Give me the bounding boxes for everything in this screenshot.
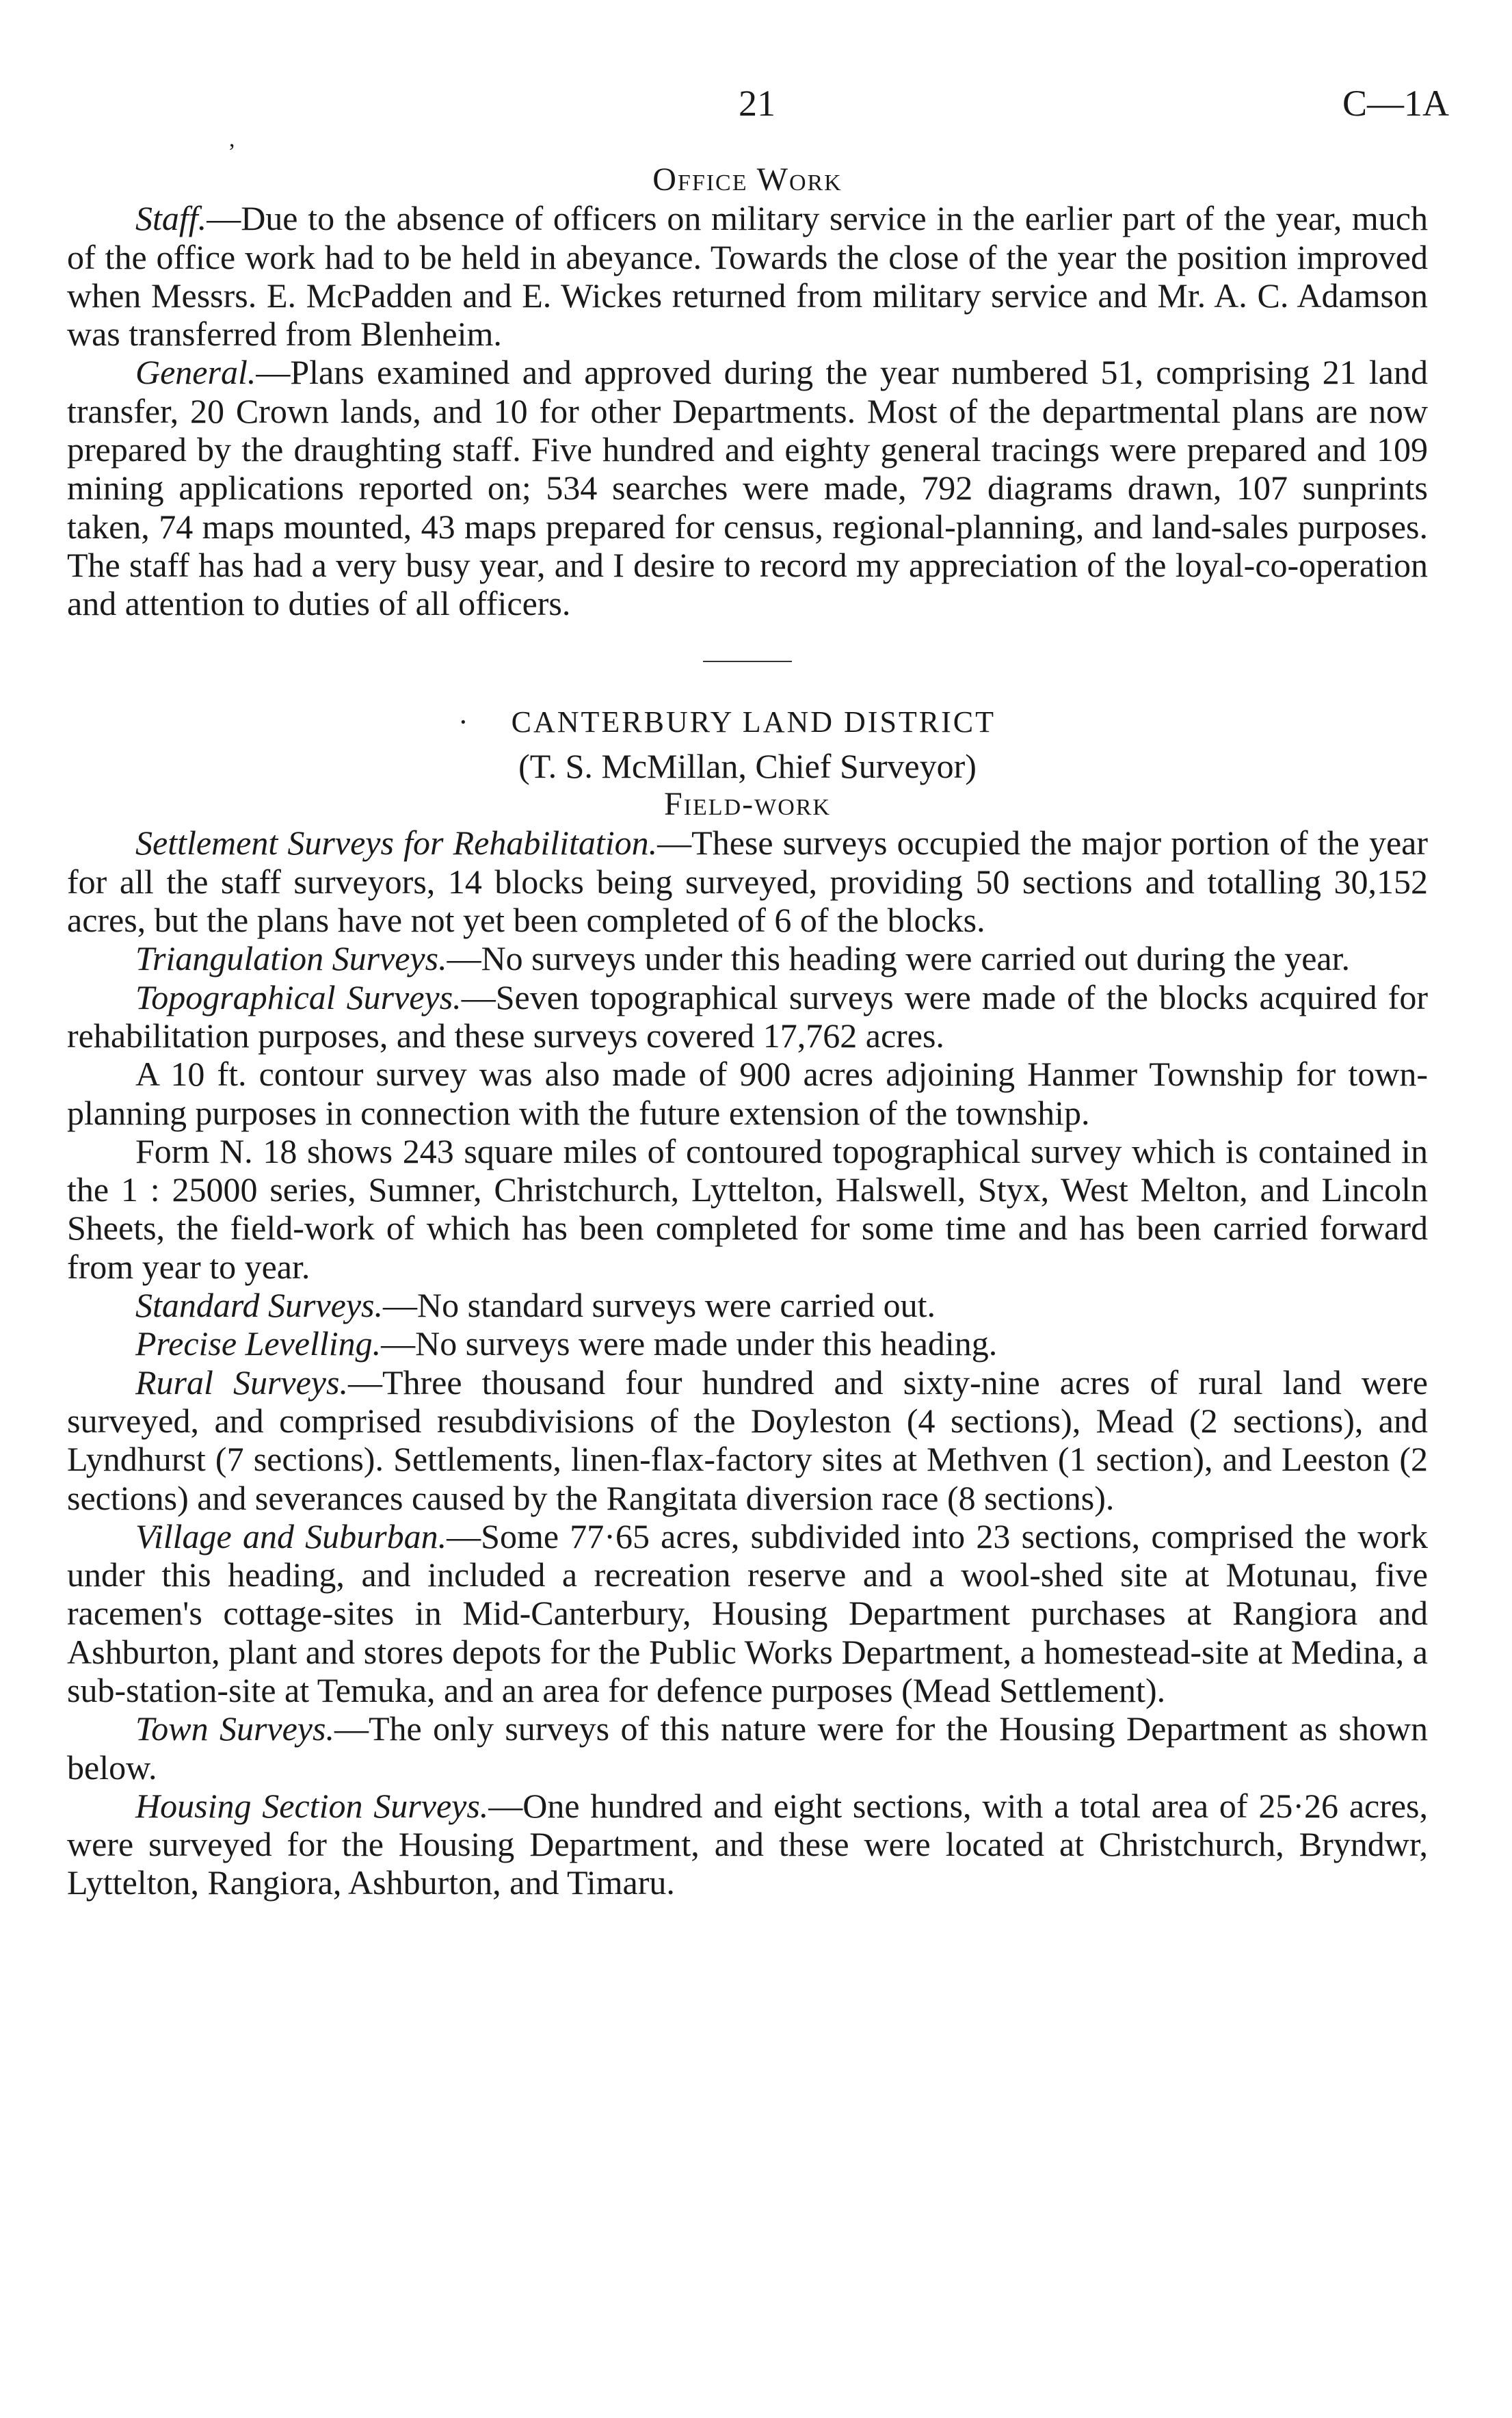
- paragraph-lead: Standard Surveys.: [135, 1286, 383, 1325]
- paragraph-triangulation: [67, 939, 1428, 977]
- paragraph-text: —Seven topographical surveys were made of the blocks acquired for rehabilitation purposes, and these surveys covered 17,762 acres.: [67, 977, 1428, 1055]
- paragraph-text: —The only surveys of this nature were for the Housing Department as shown below.: [67, 1709, 1428, 1787]
- fieldwork-heading: Field-work: [664, 786, 831, 823]
- paragraph-text: —No surveys were made under this heading.: [381, 1324, 998, 1363]
- paragraph-lead: Rural Surveys.: [135, 1363, 348, 1402]
- chief-surveyor: (T. S. McMillan, Chief Surveyor): [518, 746, 977, 785]
- paragraph-lead: General.: [135, 353, 256, 392]
- document-code: C—1A: [1342, 83, 1449, 124]
- paragraph-text: —These surveys occupied the major portion of the year for all the staff surveyors, 14 blocks being surveyed, providing 50 sections and totalling 30,152 acres, but the plans have not yet been completed of 6 of the blocks.: [67, 824, 1428, 940]
- paragraph-text: —Some 77·65 acres, subdivided into 23 sections, comprised the work under this heading, and included a recreation reserve and a wool-shed site at Motunau, five racemen's cottage-sites in Mid-Canterbury, Housing Department purchases at Rangiora and Ashburton, plant and stores depots for the Public Works Department, a homestead-site at Medina, a sub-station-site at Temuka, and an area for defence purposes (Mead Settlement).: [67, 1516, 1429, 1709]
- paragraph-precise-levelling: [67, 1324, 1428, 1363]
- paragraph-housing-section: [67, 1787, 1428, 1902]
- paragraph-text: —Three thousand four hundred and sixty-nine acres of rural land were surveyed, and comprised resubdivisions of the Doyleston (4 sections), Mead (2 sections), and Lyndhurst (7 sections). Settlements, linen-flax-factory sites at Methven (1 section), and Leeston (2 sections) and severances caused by the Rangitata diversion race (8 sections).: [67, 1363, 1428, 1517]
- paragraph-text: —No surveys under this heading were carried out during the year.: [447, 939, 1351, 978]
- paragraph-lead: Housing Section Surveys.: [135, 1786, 489, 1825]
- stray-mark: ,: [229, 127, 235, 152]
- bullet-mark: ·: [457, 705, 470, 739]
- paragraph-form-n18: [67, 1132, 1428, 1286]
- canterbury-section: [67, 703, 1428, 1902]
- paragraph-lead: Town Surveys.: [135, 1709, 334, 1748]
- paragraph-lead: Triangulation Surveys.: [135, 939, 447, 978]
- paragraph-lead: Settlement Surveys for Rehabilitation.: [135, 824, 658, 863]
- page-header: [0, 82, 1512, 137]
- paragraph-general: [67, 353, 1428, 622]
- page-body: [67, 161, 1428, 1902]
- paragraph-text: —Plans examined and approved during the year numbered 51, comprising 21 land transfer, 20 Crown lands, and 10 for other Departments. Most of the departmental plans are now prepared by the draughting staff. Five hundred and eighty general tracings were prepared and 109 mining applications reported on; 534 searches were made, 792 diagrams drawn, 107 sunprints taken, 74 maps mounted, 43 maps prepared for census, regional-planning, and land-sales purposes. The staff has had a very busy year, and I desire to record my appreciation of the loyal-co-operation and attention to duties of all officers.: [67, 353, 1428, 623]
- paragraph-lead: Precise Levelling.: [135, 1324, 382, 1363]
- paragraph-lead: Topographical Surveys.: [135, 977, 462, 1016]
- district-title-text: CANTERBURY LAND DISTRICT: [511, 705, 996, 739]
- paragraph-text: A 10 ft. contour survey was also made of 900 acres adjoining Hanmer Township for town-planning purposes in connection with the future extension of the township.: [67, 1055, 1428, 1132]
- paragraph-staff: [67, 199, 1428, 353]
- district-title: [67, 703, 1428, 741]
- paragraph-text: —No standard surveys were carried out.: [383, 1286, 936, 1325]
- office-work-section: [67, 161, 1428, 623]
- paragraph-text: —Due to the absence of officers on military service in the earlier part of the year, much of the office work had to be held in abeyance. Towards the close of the year the position improved when Messrs. E. McPadden and E. Wickes returned from military service and Mr. A. C. Adamson was transferred from Blenheim.: [67, 199, 1428, 354]
- paragraph-standard-surveys: [67, 1286, 1428, 1324]
- paragraph-lead: Village and Suburban.: [135, 1516, 447, 1555]
- office-work-heading: Office Work: [652, 161, 843, 198]
- page-number: 21: [739, 83, 775, 124]
- paragraph-text: —One hundred and eight sections, with a total area of 25·26 acres, were surveyed for the Housing Department, and these were located at Christchurch, Bryndwr, Lyttelton, Rangiora, Ashburton, and Timaru.: [67, 1786, 1429, 1902]
- paragraph-topographical: [67, 978, 1428, 1055]
- paragraph-rural-surveys: [67, 1363, 1428, 1517]
- paragraph-settlement-surveys: [67, 824, 1428, 939]
- section-divider: [703, 661, 792, 662]
- paragraph-town-surveys: [67, 1709, 1428, 1787]
- paragraph-text: Form N. 18 shows 243 square miles of contoured topographical survey which is contained in the 1 : 25000 series, Sumner, Christchurch, Lyttelton, Halswell, Styx, West Melton, and Lincoln Sheets, the field-work of which has been completed for some time and has been carried forward from year to year.: [67, 1131, 1428, 1286]
- paragraph-lead: Staff.: [135, 199, 207, 238]
- paragraph-village-suburban: [67, 1517, 1428, 1709]
- paragraph-contour-survey: [67, 1055, 1428, 1132]
